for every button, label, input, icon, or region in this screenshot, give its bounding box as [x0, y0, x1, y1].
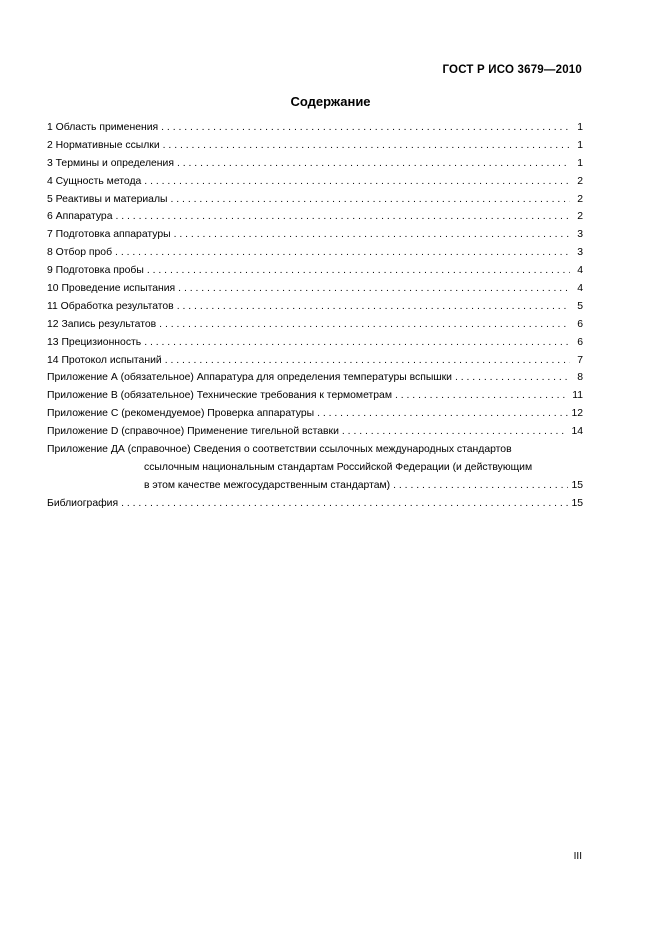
- toc-entry[interactable]: [47, 355, 583, 373]
- toc-entry[interactable]: [47, 229, 583, 247]
- toc-entry-appendix-da[interactable]: [47, 444, 583, 498]
- toc-entry-page: 3: [577, 247, 583, 259]
- toc-leader-dots: [147, 265, 570, 276]
- toc-entry-page: 4: [577, 283, 583, 295]
- page-number: III: [573, 851, 582, 862]
- toc-entry-label: 7 Подготовка аппаратуры: [47, 229, 171, 241]
- toc-entry-page: 6: [577, 336, 583, 348]
- toc-entry-page: 1: [577, 139, 583, 151]
- toc-entry-page: 12: [571, 408, 583, 420]
- toc-leader-dots: [121, 498, 568, 509]
- toc-entry-page: 8: [577, 372, 583, 384]
- toc-entry-label-continuation: в этом качестве межгосударственным стандартам): [144, 479, 391, 491]
- toc-entry[interactable]: [47, 247, 583, 265]
- toc-entry-label: Приложение ДА (справочное) Сведения о соответствии ссылочных международных стандартов: [47, 444, 512, 456]
- toc-entry[interactable]: [47, 301, 583, 319]
- toc-entry-label: 13 Прецизионность: [47, 336, 142, 348]
- toc-entry-label: 5 Реактивы и материалы: [47, 193, 168, 205]
- toc-leader-dots: [115, 211, 570, 222]
- toc-entry[interactable]: [47, 211, 583, 229]
- page-title: Содержание: [290, 94, 371, 109]
- toc-entry[interactable]: [47, 158, 583, 176]
- toc-entry[interactable]: [47, 265, 583, 283]
- table-of-contents: [47, 122, 583, 516]
- toc-leader-dots: [178, 283, 570, 294]
- toc-entry-label: 9 Подготовка пробы: [47, 265, 144, 277]
- toc-leader-dots: [163, 140, 570, 151]
- toc-entry-page: 1: [577, 122, 583, 133]
- toc-entry-label: 11 Обработка результатов: [47, 300, 174, 312]
- toc-entry-label: 14 Протокол испытаний: [47, 354, 162, 366]
- toc-entry-label: Приложение А (обязательное) Аппаратура для определения температуры вспышки: [47, 372, 452, 384]
- toc-entry-label: 2 Нормативные ссылки: [47, 139, 160, 151]
- toc-entry[interactable]: [47, 176, 583, 194]
- toc-entry-page: 6: [577, 318, 583, 330]
- toc-entry-label: 6 Аппаратура: [47, 211, 113, 223]
- toc-entry-label: 12 Запись результатов: [47, 318, 157, 330]
- toc-leader-dots: [165, 355, 570, 366]
- toc-entry-page: 1: [577, 157, 583, 169]
- toc-entry-page: 15: [571, 497, 583, 509]
- toc-entry[interactable]: [47, 194, 583, 212]
- toc-entry-label: 8 Отбор проб: [47, 247, 113, 259]
- toc-entry-page: 3: [577, 229, 583, 241]
- toc-entry-page: 2: [577, 175, 583, 187]
- toc-entry[interactable]: [47, 140, 583, 158]
- toc-entry-page: 11: [572, 390, 583, 402]
- toc-entry-page: 15: [571, 479, 583, 491]
- toc-entry[interactable]: [47, 283, 583, 301]
- toc-leader-dots: [393, 480, 568, 491]
- toc-entry[interactable]: [47, 319, 583, 337]
- toc-entry-page: 5: [577, 300, 583, 312]
- toc-leader-dots: [144, 176, 570, 187]
- toc-entry[interactable]: [47, 122, 583, 140]
- toc-entry-label: 10 Проведение испытания: [47, 283, 176, 295]
- toc-entry-label: 4 Сущность метода: [47, 175, 142, 187]
- toc-entry[interactable]: [47, 372, 583, 390]
- toc-leader-dots: [161, 122, 570, 133]
- toc-entry-label: 1 Область применения: [47, 122, 159, 133]
- toc-leader-dots: [115, 247, 570, 258]
- toc-entry-bibliography[interactable]: [47, 498, 583, 516]
- toc-entry[interactable]: [47, 408, 583, 426]
- toc-entry-page: 7: [577, 354, 583, 366]
- toc-entry-page: 2: [577, 193, 583, 205]
- toc-leader-dots: [171, 194, 571, 205]
- toc-entry[interactable]: [47, 390, 583, 408]
- toc-leader-dots: [159, 319, 570, 330]
- toc-leader-dots: [177, 301, 570, 312]
- toc-leader-dots: [342, 426, 569, 437]
- toc-entry[interactable]: [47, 337, 583, 355]
- toc-entry-page: 14: [571, 426, 583, 438]
- toc-leader-dots: [174, 229, 570, 240]
- toc-leader-dots: [455, 372, 570, 383]
- toc-entry-page: 2: [577, 211, 583, 223]
- toc-entry-page: 4: [577, 265, 583, 277]
- toc-entry-label: Приложение D (справочное) Применение тигельной вставки: [47, 426, 339, 438]
- toc-entry-label: Приложение В (обязательное) Технические требования к термометрам: [47, 390, 392, 402]
- toc-entry-label: Приложение С (рекомендуемое) Проверка аппаратуры: [47, 408, 315, 420]
- toc-leader-dots: [144, 337, 570, 348]
- toc-leader-dots: [177, 158, 570, 169]
- toc-leader-dots: [317, 408, 568, 419]
- toc-entry[interactable]: [47, 426, 583, 444]
- toc-entry-label: Библиография: [47, 497, 119, 509]
- toc-leader-dots: [395, 390, 569, 401]
- document-header: ГОСТ Р ИСО 3679—2010: [442, 64, 582, 76]
- toc-entry-label: 3 Термины и определения: [47, 157, 174, 169]
- toc-entry-label-continuation: ссылочным национальным стандартам Российской Федерации (и действующим: [144, 461, 533, 473]
